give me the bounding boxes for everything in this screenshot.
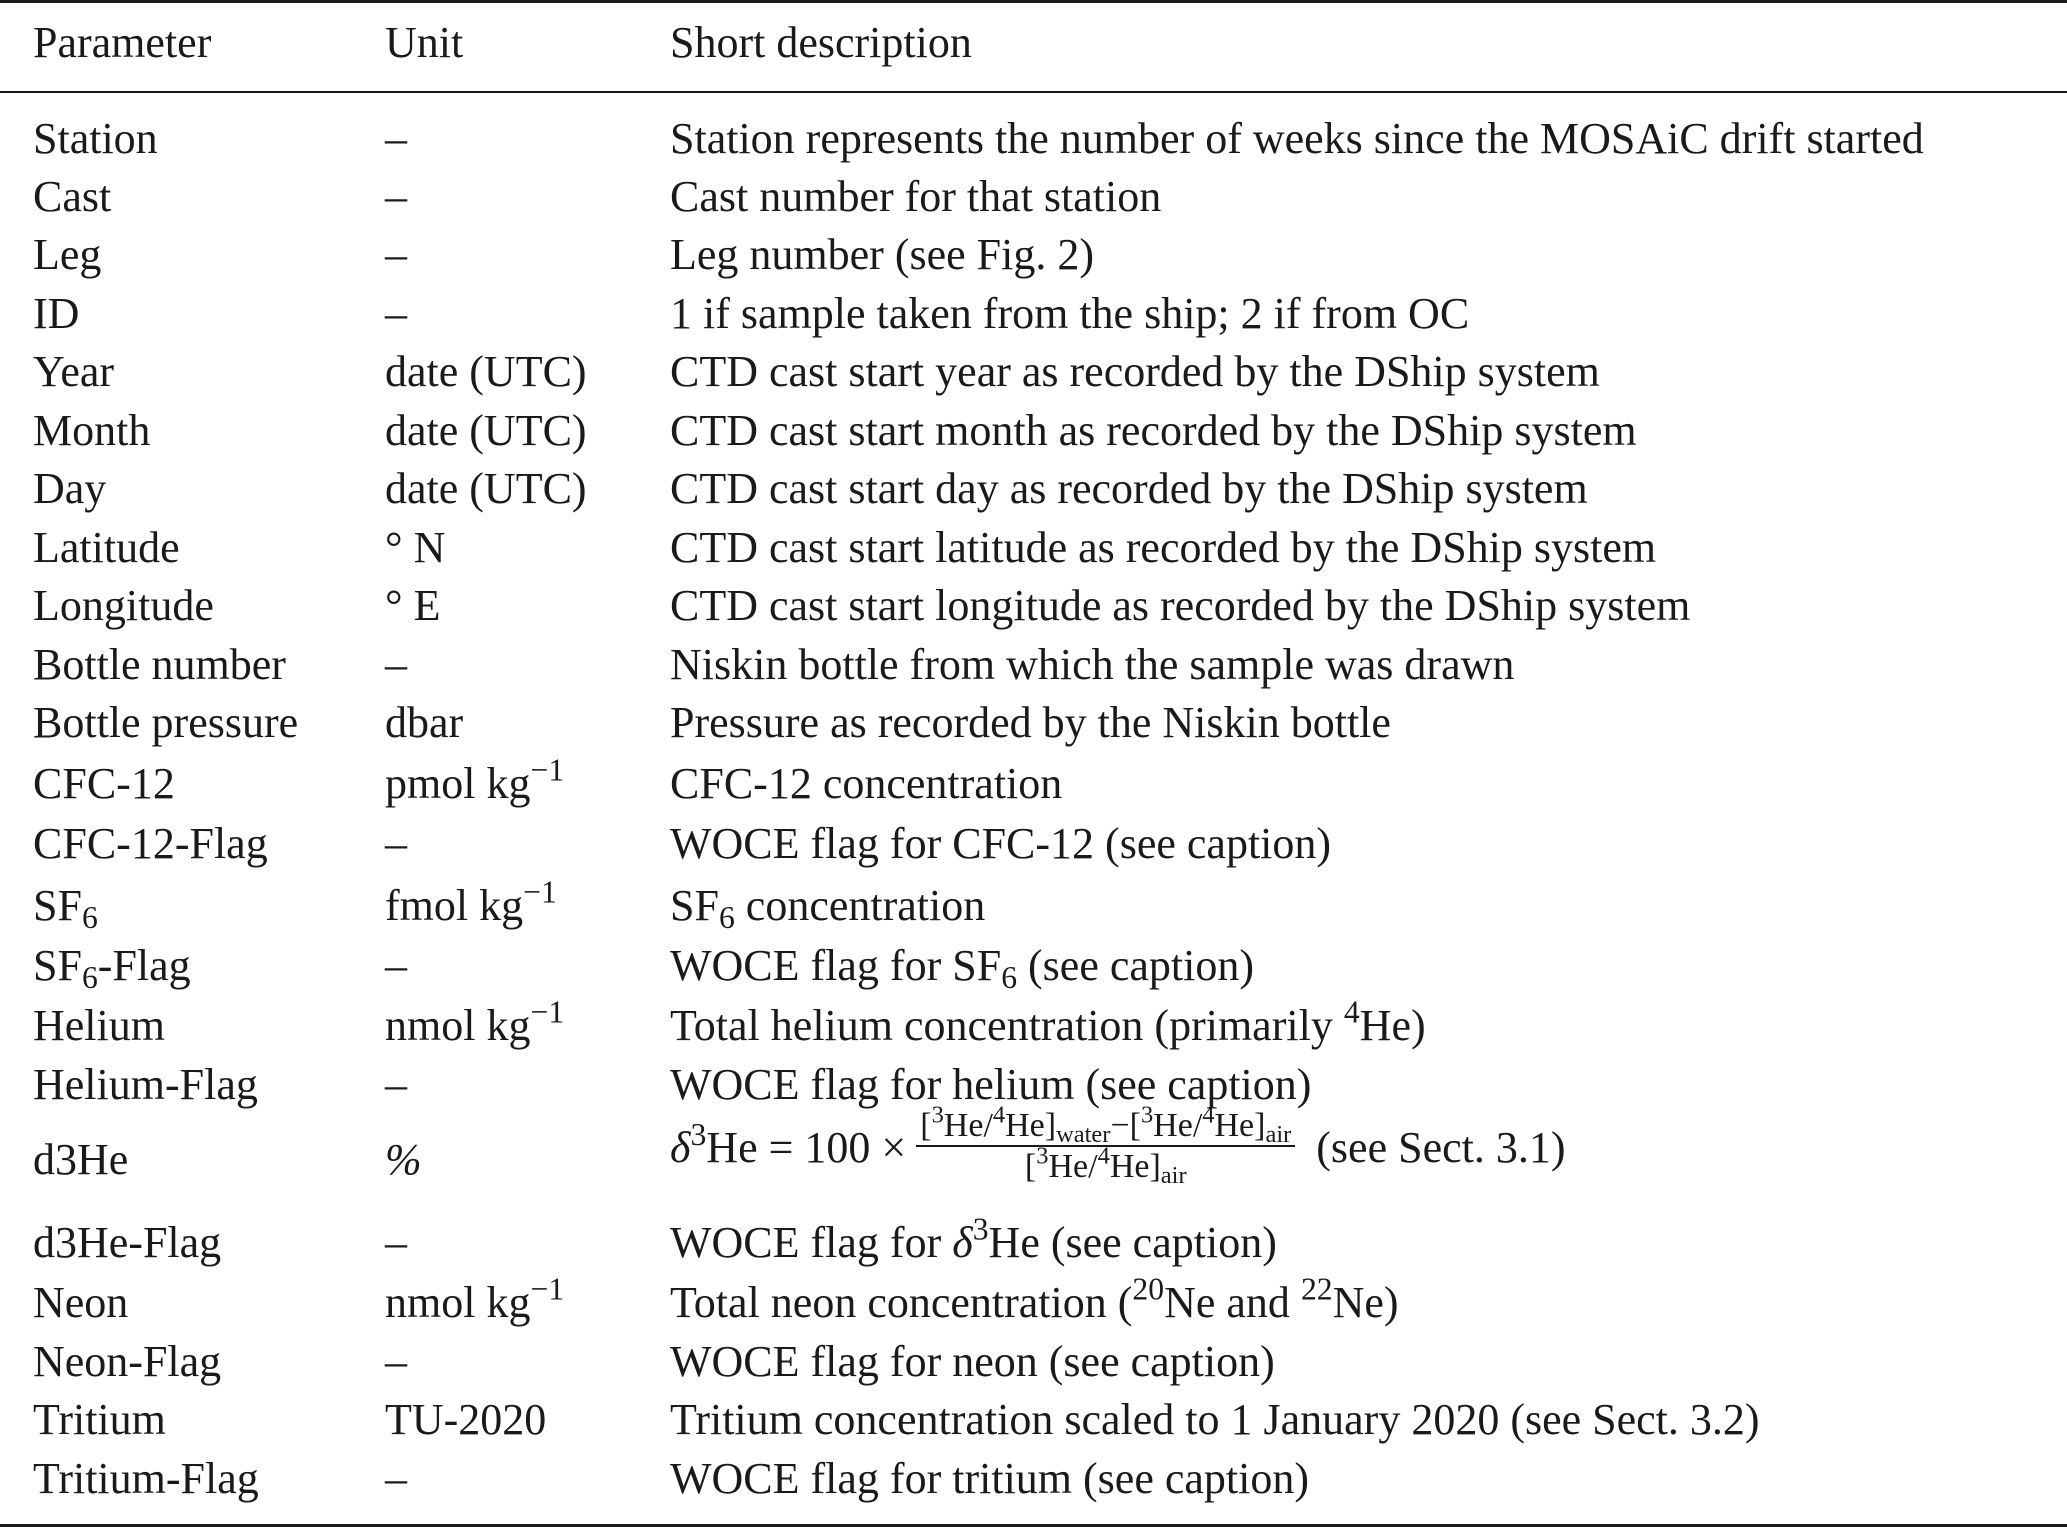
row-unit: date (UTC) bbox=[385, 347, 587, 396]
desc-part: Total neon concentration ( bbox=[670, 1278, 1133, 1327]
desc-subscript: 6 bbox=[718, 899, 735, 935]
formula-lhs: He = 100 × bbox=[706, 1123, 907, 1173]
row-parameter: d3He-Flag bbox=[33, 1218, 222, 1267]
formula-part: He] bbox=[1109, 1148, 1161, 1186]
table-header-rule bbox=[0, 91, 2067, 93]
row-parameter: Day bbox=[33, 464, 107, 513]
row-description: CTD cast start month as recorded by the DShip system bbox=[670, 406, 1637, 455]
formula-superscript: 3 bbox=[1036, 1142, 1049, 1170]
desc-part: Total helium concentration (primarily bbox=[670, 1001, 1344, 1050]
desc-part: WOCE flag for SF bbox=[670, 941, 1002, 990]
row-description bbox=[670, 881, 986, 935]
formula-superscript: 3 bbox=[690, 1116, 707, 1152]
formula-subscript: water bbox=[1056, 1121, 1111, 1149]
desc-part: concentration bbox=[734, 881, 986, 930]
param-main: SF bbox=[33, 881, 82, 930]
header-parameter: Parameter bbox=[33, 18, 212, 67]
row-unit: date (UTC) bbox=[385, 464, 587, 513]
unit-main: nmol kg bbox=[385, 1001, 531, 1050]
delta-symbol: δ bbox=[670, 1123, 691, 1173]
row-description: Tritium concentration scaled to 1 January 2020 (see Sect. 3.2) bbox=[670, 1395, 1760, 1444]
row-description: Niskin bottle from which the sample was drawn bbox=[670, 640, 1515, 689]
row-description: WOCE flag for helium (see caption) bbox=[670, 1060, 1312, 1109]
formula-part: He] bbox=[1214, 1107, 1266, 1144]
row-parameter: d3He bbox=[33, 1135, 129, 1184]
row-description: WOCE flag for tritium (see caption) bbox=[670, 1454, 1310, 1503]
row-description-formula bbox=[670, 1101, 1566, 1192]
row-unit: – bbox=[385, 114, 407, 163]
row-unit: dbar bbox=[385, 698, 464, 747]
row-parameter: ID bbox=[33, 289, 80, 338]
unit-exponent: −1 bbox=[523, 874, 557, 910]
formula-part: [ bbox=[1024, 1148, 1037, 1186]
row-parameter: Tritium bbox=[33, 1395, 166, 1444]
row-description: CTD cast start day as recorded by the DShip system bbox=[670, 464, 1588, 513]
formula-superscript: 4 bbox=[992, 1101, 1006, 1129]
row-description: Station represents the number of weeks since the MOSAiC drift started bbox=[670, 114, 1924, 163]
desc-part: SF bbox=[670, 881, 719, 930]
formula-part: −[ bbox=[1110, 1107, 1141, 1144]
row-unit bbox=[385, 1135, 422, 1184]
row-unit: – bbox=[385, 1218, 407, 1267]
unit-exponent: −1 bbox=[530, 994, 565, 1030]
formula-tail: (see Sect. 3.1) bbox=[1305, 1123, 1566, 1173]
row-description: CTD cast start latitude as recorded by the DShip system bbox=[670, 523, 1657, 572]
unit-main: fmol kg bbox=[385, 881, 524, 930]
row-description: Cast number for that station bbox=[670, 172, 1162, 221]
param-main: SF bbox=[33, 941, 82, 990]
row-unit bbox=[385, 994, 565, 1050]
unit-main: pmol kg bbox=[385, 759, 531, 808]
row-parameter: Leg bbox=[33, 230, 102, 279]
formula-superscript: 3 bbox=[931, 1101, 944, 1129]
row-parameter: Helium-Flag bbox=[33, 1060, 258, 1109]
row-parameter bbox=[33, 881, 98, 935]
row-parameter: Neon bbox=[33, 1278, 129, 1327]
fraction-numerator bbox=[916, 1101, 1295, 1149]
row-parameter: Bottle number bbox=[33, 640, 286, 689]
row-parameter: Month bbox=[33, 406, 151, 455]
row-description: Pressure as recorded by the Niskin bottle bbox=[670, 698, 1391, 747]
desc-superscript: 20 bbox=[1132, 1271, 1165, 1307]
desc-part: Ne) bbox=[1332, 1278, 1399, 1327]
header-description: Short description bbox=[670, 18, 972, 67]
row-description: CTD cast start longitude as recorded by the DShip system bbox=[670, 581, 1691, 630]
row-unit: – bbox=[385, 819, 407, 868]
formula-subscript: air bbox=[1265, 1121, 1292, 1149]
row-unit: ° N bbox=[385, 523, 446, 572]
row-description bbox=[670, 941, 1255, 995]
row-parameter: CFC-12-Flag bbox=[33, 819, 268, 868]
row-parameter: Cast bbox=[33, 172, 112, 221]
unit-exponent: −1 bbox=[530, 1271, 565, 1307]
formula-part: He/ bbox=[1153, 1107, 1203, 1144]
desc-superscript: 4 bbox=[1343, 994, 1360, 1030]
formula-superscript: 4 bbox=[1097, 1142, 1110, 1170]
desc-superscript: 3 bbox=[972, 1211, 989, 1247]
row-description: CFC-12 concentration bbox=[670, 759, 1063, 808]
row-unit bbox=[385, 752, 565, 808]
table-top-rule bbox=[0, 0, 2067, 3]
row-parameter: Station bbox=[33, 114, 158, 163]
row-unit: – bbox=[385, 230, 407, 279]
row-description bbox=[670, 994, 1426, 1050]
row-description: WOCE flag for neon (see caption) bbox=[670, 1337, 1275, 1386]
formula-part: [ bbox=[920, 1107, 932, 1144]
formula-superscript: 3 bbox=[1140, 1101, 1154, 1129]
row-unit: – bbox=[385, 1337, 407, 1386]
desc-part: He (see caption) bbox=[988, 1218, 1277, 1267]
formula-part: He/ bbox=[1048, 1148, 1098, 1186]
row-parameter: Bottle pressure bbox=[33, 698, 299, 747]
row-description: Leg number (see Fig. 2) bbox=[670, 230, 1094, 279]
row-unit: – bbox=[385, 172, 407, 221]
row-unit: – bbox=[385, 640, 407, 689]
row-unit: – bbox=[385, 289, 407, 338]
row-unit: ° E bbox=[385, 581, 441, 630]
param-suffix: -Flag bbox=[97, 941, 191, 990]
desc-superscript: 22 bbox=[1300, 1271, 1333, 1307]
desc-subscript: 6 bbox=[1001, 959, 1018, 995]
row-parameter bbox=[33, 941, 191, 995]
formula-part: He/ bbox=[943, 1107, 993, 1144]
row-unit: date (UTC) bbox=[385, 406, 587, 455]
row-description: CTD cast start year as recorded by the DShip system bbox=[670, 347, 1600, 396]
unit-main: nmol kg bbox=[385, 1278, 531, 1327]
row-description: WOCE flag for CFC-12 (see caption) bbox=[670, 819, 1332, 868]
desc-part: (see caption) bbox=[1017, 941, 1255, 990]
row-parameter: Longitude bbox=[33, 581, 214, 630]
row-parameter: Helium bbox=[33, 1001, 165, 1050]
row-unit: – bbox=[385, 1060, 407, 1109]
row-unit bbox=[385, 874, 557, 930]
formula-part: He] bbox=[1005, 1107, 1057, 1144]
param-subscript: 6 bbox=[81, 959, 98, 995]
param-subscript: 6 bbox=[81, 899, 98, 935]
row-parameter: Tritium-Flag bbox=[33, 1454, 259, 1503]
row-unit: – bbox=[385, 941, 407, 990]
fraction-denominator bbox=[916, 1142, 1295, 1190]
formula-fraction bbox=[916, 1101, 1295, 1190]
formula-subscript: air bbox=[1160, 1162, 1187, 1190]
row-parameter: Latitude bbox=[33, 523, 180, 572]
unit-exponent: −1 bbox=[530, 752, 565, 788]
desc-part: WOCE flag for bbox=[670, 1218, 953, 1267]
row-unit: TU-2020 bbox=[385, 1395, 547, 1444]
unit-main: % bbox=[385, 1135, 422, 1184]
desc-part: Ne and bbox=[1164, 1278, 1301, 1327]
row-description: 1 if sample taken from the ship; 2 if from OC bbox=[670, 289, 1470, 338]
header-unit: Unit bbox=[385, 18, 464, 67]
row-description bbox=[670, 1271, 1399, 1327]
desc-part: He) bbox=[1359, 1001, 1426, 1050]
row-parameter: Neon-Flag bbox=[33, 1337, 222, 1386]
row-parameter: CFC-12 bbox=[33, 759, 175, 808]
row-unit bbox=[385, 1271, 565, 1327]
delta-symbol: δ bbox=[952, 1218, 973, 1267]
row-parameter: Year bbox=[33, 347, 115, 396]
row-description bbox=[670, 1211, 1277, 1267]
formula-superscript: 4 bbox=[1202, 1101, 1215, 1129]
row-unit: – bbox=[385, 1454, 407, 1503]
